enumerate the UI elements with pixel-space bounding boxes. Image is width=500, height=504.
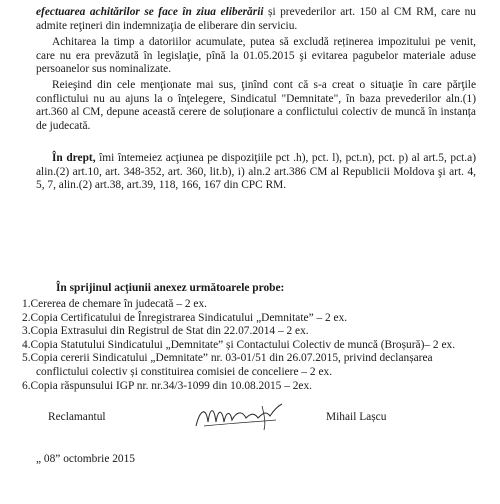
annex-list xyxy=(22,298,482,393)
legal-basis-text: îmi întemeiez acţiunea pe dispoziţiile pct .h), pct. l), pct.n), pct. p) al art.5, pct.a) alin.(2) art.10, art. 348-352, art. 360, lit.b), i) aln.2 art.386 CM al Republicii Moldova şi art. 4, 5, 7, alin.(2) art.38, art.39, 118, 166, 167 din CPC RM. xyxy=(36,152,476,192)
claimant-name: Mihail Lașcu xyxy=(326,411,387,423)
annex-item: 5.Copia cererii Sindicatului „Demnitate” nr. 03-01/51 din 26.07.2015, privind declanșarea xyxy=(22,352,433,365)
annex-item: 4.Copia Statutului Sindicatului „Demnitate” și Contactului Colectiv de muncă (Broșură)– 2 ex. xyxy=(22,338,456,351)
annex-item: 3.Copia Extrasului din Registrul de Stat din 22.07.2014 – 2 ex. xyxy=(22,325,309,338)
annex-heading: În sprijinul acțiunii anexez următoarele probe: xyxy=(56,282,285,294)
handwritten-signature xyxy=(192,396,288,436)
annex-item-continuation: conflictului colectiv și constituirea comisiei de conceliere – 2 ex. xyxy=(36,365,333,378)
payment-text: și prevederilor art. 150 al CM RM, care nu admite reţineri din indemnizaţia de eliberare din serviciu. xyxy=(36,6,477,32)
legal-basis-emphasis: În drept, xyxy=(52,152,96,164)
paragraph-legal-basis xyxy=(36,152,476,193)
payment-emphasis: efectuarea achitărilor se face în ziua eliberării xyxy=(36,6,264,18)
paragraph-payment xyxy=(36,6,476,33)
document-date: „ 08” octombrie 2015 xyxy=(36,453,136,465)
paragraph-conflict: Reieşind din cele menţionate mai sus, ţinînd cont că s-a creat o situaţie în care părţile conflictului nu au ajuns la o înţelegere, Sindicatul "Demnitate", în baza prevederilor aln.(1) art.360 al CM, depune această cerere de soluționare a conflictului colectiv de muncă în instanța de judecată. xyxy=(36,79,476,132)
paragraph-tax: Achitarea la timp a datoriilor acumulate, putea să excludă reținerea impozitului pe venit, care nu era prevăzută în legislaţie, pînă la 01.05.2015 şi evitarea pagubelor materiale aduse persoanelor sus nominalizate. xyxy=(36,36,476,76)
signature-label: Reclamantul xyxy=(48,411,106,423)
annex-item: 1.Cererea de chemare în judecată – 2 ex. xyxy=(22,298,207,310)
annex-item: 2.Copia Certificatului de Înregistrarea Sindicatului „Demnitate” – 2 ex. xyxy=(22,311,348,324)
annex-item: 6.Copia răspunsului IGP nr. nr.34/3-1099 din 10.08.2015 – 2ex. xyxy=(22,379,313,392)
